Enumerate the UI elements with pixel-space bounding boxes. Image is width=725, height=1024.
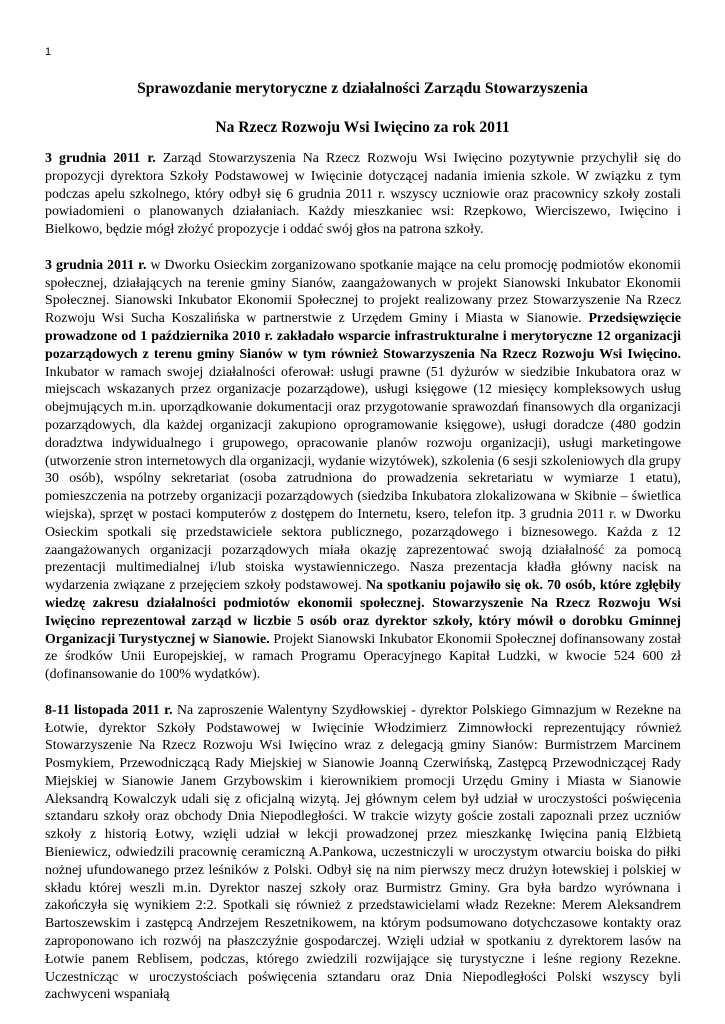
paragraph-text: Zarząd Stowarzyszenia Na Rzecz Rozwoju Wsi Iwięcino pozytywnie przychylił się do propozycji dyrektora Szkoły Podstawowej w Iwięcinie dotyczącej nadania imienia szkole. W związku z tym podczas apelu szkolnego, który odbył się 6 grudnia 2011 r. wszyscy uczniowie oraz pracownicy szkoły zostali powiadomieni o planowanych działaniach. Każdy mieszkaniec wsi: Rzepkowo, Wierciszewo, Iwięcino i Bielkowo, będzie mógł złożyć propozycje i oddać swój głos na patrona szkoły. (45, 151, 681, 238)
paragraph-text: Na zaproszenie Walentyny Szydłowskiej - dyrektor Polskiego Gimnazjum w Rezekne na Łotwie, dyrektor Szkoły Podstawowej w Iwięcinie Włodzimierz Zimnowłocki reprezentujący również Stowarzyszenie Na Rzecz Rozwoju Wsi Iwięcino wraz z delegacją gminy Sianów: Burmistrzem Marcinem Posmykiem, Przewodniczącą Rady Miejskiej w Sianowie Joanną Czerwińską, Zastępcą Przewodniczącej Rady Miejskiej w Sianowie Janem Grzybowskim i kierownikiem promocji Urzędu Gminy i Miasta w Sianowie Aleksandrą Kowalczyk udali się z oficjalną wizytą. Jej głównym celem był udział w uroczystości poświęcenia sztandaru szkoły oraz obchody Dnia Niepodległości. W trakcie wizyty goście zostali zapoznali przez uczniów szkoły z historią Łotwy, wzięli udział w lekcji prowadzonej przez mieszkankę Iwięcina panią Elżbietą Bieniewicz, odwiedzili pracownię ceramiczną A.Pankowa, uczestniczyli w uroczystym otwarciu boiska do piłki nożnej ufundowanego przez leśników z Polski. Odbył się na nim pierwszy mecz drużyn łotewskiej i polskiej w składu której weszli m.in. Dyrektor naszej szkoły oraz Burmistrz Gminy. Gra była bardzo wyrównana i zakończyła się wynikiem 2:2. Spotkali się również z przedstawicielami władz Rezekne: Merem Aleksandrem Bartoszewskim i zastępcą Andrzejem Reszetnikowem, na którym podsumowano dotychczasowe kontakty oraz zaproponowano ich rozwój na płaszczyźnie gospodarczej. Wzięli udział w spotkaniu z dyrektorem lasów na Łotwie panem Reblisem, podczas, którego zwiedzili rozwijające się turystyczne i leśne regiony Rezekne. Uczestnicząc w uroczystościach poświęcenia sztandaru oraz Dnia Niepodległości Polski wszyscy byli zachwyceni wspaniałą (45, 702, 681, 1003)
report-title: Sprawozdanie merytoryczne z działalności Zarządu Stowarzyszenia (137, 80, 588, 97)
paragraph-date: 8-11 listopada 2011 r. (45, 702, 173, 718)
paragraph-social-economy-meeting (45, 257, 681, 684)
paragraph-latvia-visit (45, 702, 681, 1005)
paragraph-text: w Dworku Osieckim zorganizowano spotkanie mające na celu promocję podmiotów ekonomii społecznej, działających na terenie gminy Sianów, zaangażowanych w projekt Sianowski Inkubator Ekonomii Społecznej. Sianowski Inkubator Ekonomii Społecznej to projekt realizowany przez Stowarzyszenie Na Rzecz Rozwoju Wsi Sucha Koszalińska w partnerstwie z Urzędem Gminy i Miasta w Sianowie. (45, 257, 681, 327)
page-number: 1 (45, 46, 52, 58)
paragraph-date: 3 grudnia 2011 r. (45, 257, 147, 273)
paragraph-date: 3 grudnia 2011 r. (45, 151, 156, 166)
paragraph-text: Projekt Sianowski Inkubator Ekonomii Społecznej dofinansowany został ze środków Unii Europejskiej, w ramach Programu Operacyjnego Kapitał Ludzki, w kwocie 524 600 zł (dofinansowanie do 100% wydatków). (45, 631, 681, 683)
report-subtitle: Na Rzecz Rozwoju Wsi Iwięcino za rok 2011 (215, 119, 510, 136)
paragraph-text: Inkubator w ramach swojej działalności oferował: usługi prawne (51 dyżurów w siedzibie Inkubatora oraz w miejscach wskazanych przez organizacje pozarządowe), usługi księgowe (12 miesięcy kompleksowych usług obejmujących m.in. uporządkowanie dokumentacji oraz przygotowanie sprawozdań finansowych dla organizacji pozarządowych, dla każdej organizacji zakupiono oprogramowanie księgowe), usługi doradcze (480 godzin doradztwa indywidualnego i grupowego, opracowanie planów rozwoju organizacji), usługi marketingowe (utworzenie stron internetowych dla organizacji, wydanie wizytówek), szkolenia (6 sesji szkoleniowych dla grupy 30 osób), wspólny sekretariat (osoba zatrudniona do prowadzenia sekretariatu w wymiarze 1 etatu), pomieszczenia na potrzeby organizacji pozarządowych (siedziba Inkubatora zlokalizowana w Skibnie – świetlica wiejska), sprzęt w postaci komputerów z dostępem do Internetu, ksero, telefon itp. 3 grudnia 2011 r. w Dworku Osieckim spotkali się przedstawiciele sektora publicznego, pozarządowego i biznesowego. Każda z 12 zaangażowanych organizacji pozarządowych miała okazję zaprezentować swoją działalność za pomocą prezentacji multimedialnej i/lub stoiska wystawienniczego. Nasza prezentacja kładła główny nacisk na wydarzenia związane z przejęciem szkoły podstawowej. (45, 364, 681, 594)
paragraph-bold-text: Na spotkaniu pojawiło się ok. 70 osób, które zgłębiły wiedzę zakresu działalności podmiotów ekonomii społecznej. Stowarzyszenie Na Rzecz Rozwoju Wsi Iwięcino reprezentował zarząd w liczbie 5 osób oraz dyrektor szkoły, który mówił o dorobku Gminnej Organizacji Turystycznej w Sianowie. (45, 578, 681, 647)
paragraph-naming-school (45, 150, 681, 239)
report-body (45, 150, 681, 1022)
paragraph-bold-text: Przedsięwzięcie prowadzone od 1 października 2010 r. zakładało wsparcie infrastrukturalne i merytoryczne 12 organizacji pozarządowych z terenu gminy Sianów w tym również Stowarzyszenia Na Rzecz Rozwoju Wsi Iwięcino. (45, 311, 681, 362)
